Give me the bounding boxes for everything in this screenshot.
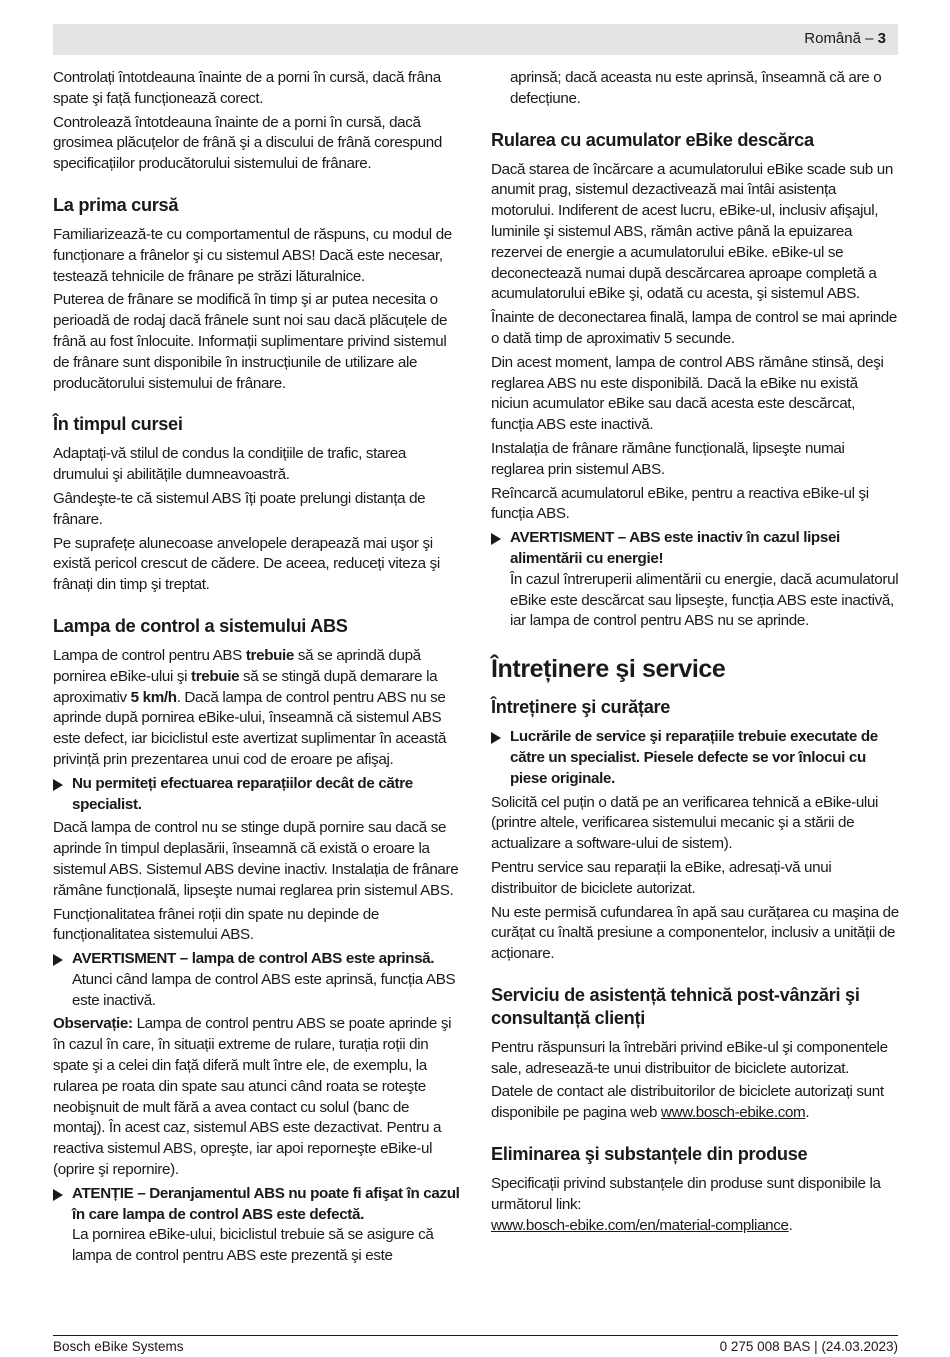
heading-during-ride: În timpul cursei: [53, 414, 183, 435]
warning-item: [53, 774, 461, 816]
right-column: [491, 68, 899, 1239]
warning-item: [53, 949, 461, 1011]
warning-text: Atunci când lampa de control ABS este aprinsă, funcția ABS este inactivă.: [72, 970, 456, 1009]
footer-document-id: 0 275 008 BAS | (24.03.2023): [719, 1339, 898, 1354]
heading-after-sales-service: Serviciu de asistență tehnică post-vânzări şi consultanță clienți: [491, 984, 860, 1028]
paragraph: Puterea de frânare se modifică în timp şi ar putea necesita o perioadă de rodaj dacă frânele sunt noi sau dacă plăcuțele de frână au fost înlocuite. Informații suplimentare privind sistemul de frânare sunt disponibile în instrucțiunile de utilizare ale producătorului sistemului de frânare.: [53, 291, 448, 392]
warning-title: Lucrările de service şi reparațiile trebuie executate de către un specialist. Piesele defecte se vor înlocui cu piese originale.: [510, 728, 878, 787]
paragraph: Pe suprafețe alunecoase anvelopele derapează mai uşor şi există pericol crescut de cădere. De aceea, reduceți viteza şi frânați din timp şi treptat.: [53, 534, 440, 594]
note-paragraph: [53, 1014, 461, 1180]
header-language: Română: [804, 30, 861, 47]
paragraph-materials: [491, 1174, 899, 1236]
text-run: Datele de contact ale distribuitorilor de biciclete autorizați sunt disponibile pe pagina web: [491, 1083, 884, 1122]
text-run: să se aprindă după pornirea eBike-ului şi: [53, 646, 421, 685]
note-label: Observație:: [53, 1015, 133, 1033]
header-page-number: 3: [877, 30, 886, 47]
paragraph: Înainte de deconectarea finală, lampa de control se mai aprinde o dată timp de aproximativ 5 secunde.: [491, 309, 898, 347]
paragraph: Controlați întotdeauna înainte de a porni în cursă, dacă frâna spate şi față funcționează corect.: [53, 69, 441, 107]
text-run: .: [805, 1104, 810, 1122]
paragraph: Pentru răspunsuri la întrebări privind eBike-ul şi componentele sale, adresează-te unui distribuitor de biciclete autorizat.: [491, 1038, 888, 1077]
paragraph: Familiarizează-te cu comportamentul de răspuns, cu modul de funcționare a frânelor şi cu sistemul ABS! Dacă este necesar, testează tehnicile de frânare pe străzi lăturalnice.: [53, 225, 452, 285]
paragraph: Adaptați-vă stilul de condus la condițiile de trafic, starea drumului şi abilitățile dumneavoastră.: [53, 445, 406, 484]
text-run: să se stingă după demarare la aproximativ: [53, 667, 438, 706]
triangle-bullet-icon: [491, 732, 501, 744]
paragraph: Din acest moment, lampa de control ABS rămâne stinsă, deşi reglarea ABS nu este disponibilă. Dacă la eBike nu există niciun acumulator eBike sau dacă acesta este descărcat, funcția ABS este inactivă.: [491, 353, 884, 434]
paragraph: Controlează întotdeauna înainte de a porni în cursă, dacă grosimea plăcuțelor de frână şi a discului de frână corespund specificațiilor producătorului sistemului de frânare.: [53, 113, 442, 173]
paragraph: Instalația de frânare rămâne funcțională, lipseşte numai reglarea prin sistemul ABS.: [491, 439, 845, 478]
text-run: Specificații privind substanțele din produse sunt disponibile la următorul link:: [491, 1175, 881, 1213]
warning-title: ATENȚIE – Deranjamentul ABS nu poate fi afişat în cazul în care lampa de control ABS este defectă.: [72, 1184, 460, 1223]
paragraph: Funcționalitatea frânei roții din spate nu depinde de funcționalitatea sistemului ABS.: [53, 905, 379, 944]
heading-first-ride: La prima cursă: [53, 194, 179, 215]
warning-text: La pornirea eBike-ului, biciclistul trebuie să se asigure că lampa de control pentru ABS este prezentă şi este: [72, 1226, 434, 1265]
footer-divider: [53, 1335, 898, 1336]
left-column: [53, 68, 461, 1270]
paragraph: Reîncarcă acumulatorul eBike, pentru a reactiva eBike-ul şi funcția ABS.: [491, 484, 869, 523]
page-header-bar: [53, 24, 898, 55]
paragraph: Gândeşte-te că sistemul ABS îți poate prelungi distanța de frânare.: [53, 489, 426, 528]
warning-title: AVERTISMENT – lampa de control ABS este aprinsă.: [72, 950, 435, 968]
text-run-bold: trebuie: [245, 646, 295, 664]
warning-item: [53, 1184, 461, 1267]
warning-item: [491, 727, 899, 789]
material-compliance-link[interactable]: www.bosch-ebike.com/en/material-compliance: [491, 1216, 789, 1234]
triangle-bullet-icon: [53, 954, 63, 966]
paragraph: Dacă lampa de control nu se stinge după pornire sau dacă se aprinde în timpul deplasării, înseamnă că există o eroare la sistemul ABS. Sistemul ABS devine inactiv. Instalația de frânare rămâne funcțională, lipseşte numai reglarea prin sistemul ABS.: [53, 819, 459, 899]
text-run: .: [788, 1216, 793, 1234]
paragraph-continued: aprinsă; dacă aceasta nu este aprinsă, înseamnă că are o defecțiune.: [510, 69, 882, 107]
heading-abs-control-lamp: Lampa de control a sistemului ABS: [53, 615, 348, 636]
paragraph-abs-lamp: [53, 646, 461, 771]
triangle-bullet-icon: [53, 1189, 63, 1201]
paragraph: Pentru service sau reparații la eBike, adresați-vă unui distribuitor de biciclete autorizat.: [491, 858, 832, 897]
text-run: . Dacă lampa de control pentru ABS nu se aprinde după pornirea eBike-ului, înseamnă că sistemul ABS este defect, iar biciclistul este avertizat suplimentar în această privință prin prezentarea unui cod de eroare pe afişaj.: [53, 688, 447, 768]
page-header-label: [804, 30, 886, 47]
paragraph: Dacă starea de încărcare a acumulatorului eBike scade sub un anumit prag, sistemul dezactivează mai întâi asistența motorului. Indiferent de acest lucru, eBike-ul, inclusiv afişajul, luminile şi sistemul ABS, rămân active până la epuizarea rezervei de energie a acumulatorului eBike. eBike-ul se deconectează numai după descărcarea aproape completă a acumulatorului eBike şi, odată cu acesta, şi sistemul ABS.: [491, 160, 893, 303]
footer-company: Bosch eBike Systems: [53, 1339, 184, 1354]
warning-item: [491, 528, 899, 632]
triangle-bullet-icon: [53, 779, 63, 791]
note-text: Lampa de control pentru ABS se poate aprinde şi în cazul în care, în situații extreme de rulare, turația roții din spate şi a celei din față diferă mult între ele, de exemplu, la rularea pe roata din spate sau atunci când roata se roteşte neobişnuit de mult fără a avea contact cu solul (banc de montaj). În acest caz, sistemul ABS este dezactivat. Pentru a reactiva sistemul ABS, opreşte, iar apoi reporneşte eBike-ul (oprire şi repornire).: [53, 1015, 452, 1179]
paragraph: Nu este permisă cufundarea în apă sau curățarea cu maşina de curățat cu înaltă presiune a componentelor, inclusiv a unității de acționare.: [491, 903, 899, 963]
header-separator: –: [865, 30, 874, 47]
paragraph-contact: [491, 1082, 899, 1124]
heading-discharged-battery: Rularea cu acumulator eBike descărca: [491, 129, 814, 150]
heading-maintenance-service: Întreținere şi service: [491, 655, 726, 684]
text-run: Lampa de control pentru ABS: [53, 646, 246, 664]
text-run-bold: trebuie: [191, 667, 240, 685]
paragraph: Solicită cel puțin o dată pe an verificarea tehnică a eBike-ului (printre altele, verificarea sistemului mecanic şi a stării de actualizare a software-ului de sistem).: [491, 793, 879, 853]
warning-text: În cazul întreruperii alimentării cu energie, dacă acumulatorul eBike este descărcat sau lipseşte, funcția ABS este inactivă, iar lampa de control pentru ABS nu se aprinde.: [510, 570, 899, 630]
text-run-bold: 5 km/h: [130, 688, 177, 706]
heading-maintenance-cleaning: Întreținere şi curățare: [491, 697, 671, 718]
heading-disposal: Eliminarea şi substanțele din produse: [491, 1144, 808, 1165]
triangle-bullet-icon: [491, 533, 501, 545]
warning-title: AVERTISMENT – ABS este inactiv în cazul lipsei alimentării cu energie!: [510, 529, 840, 567]
warning-title: Nu permiteți efectuarea reparațiilor decât de către specialist.: [72, 774, 413, 813]
bosch-ebike-link[interactable]: www.bosch-ebike.com: [660, 1104, 806, 1122]
